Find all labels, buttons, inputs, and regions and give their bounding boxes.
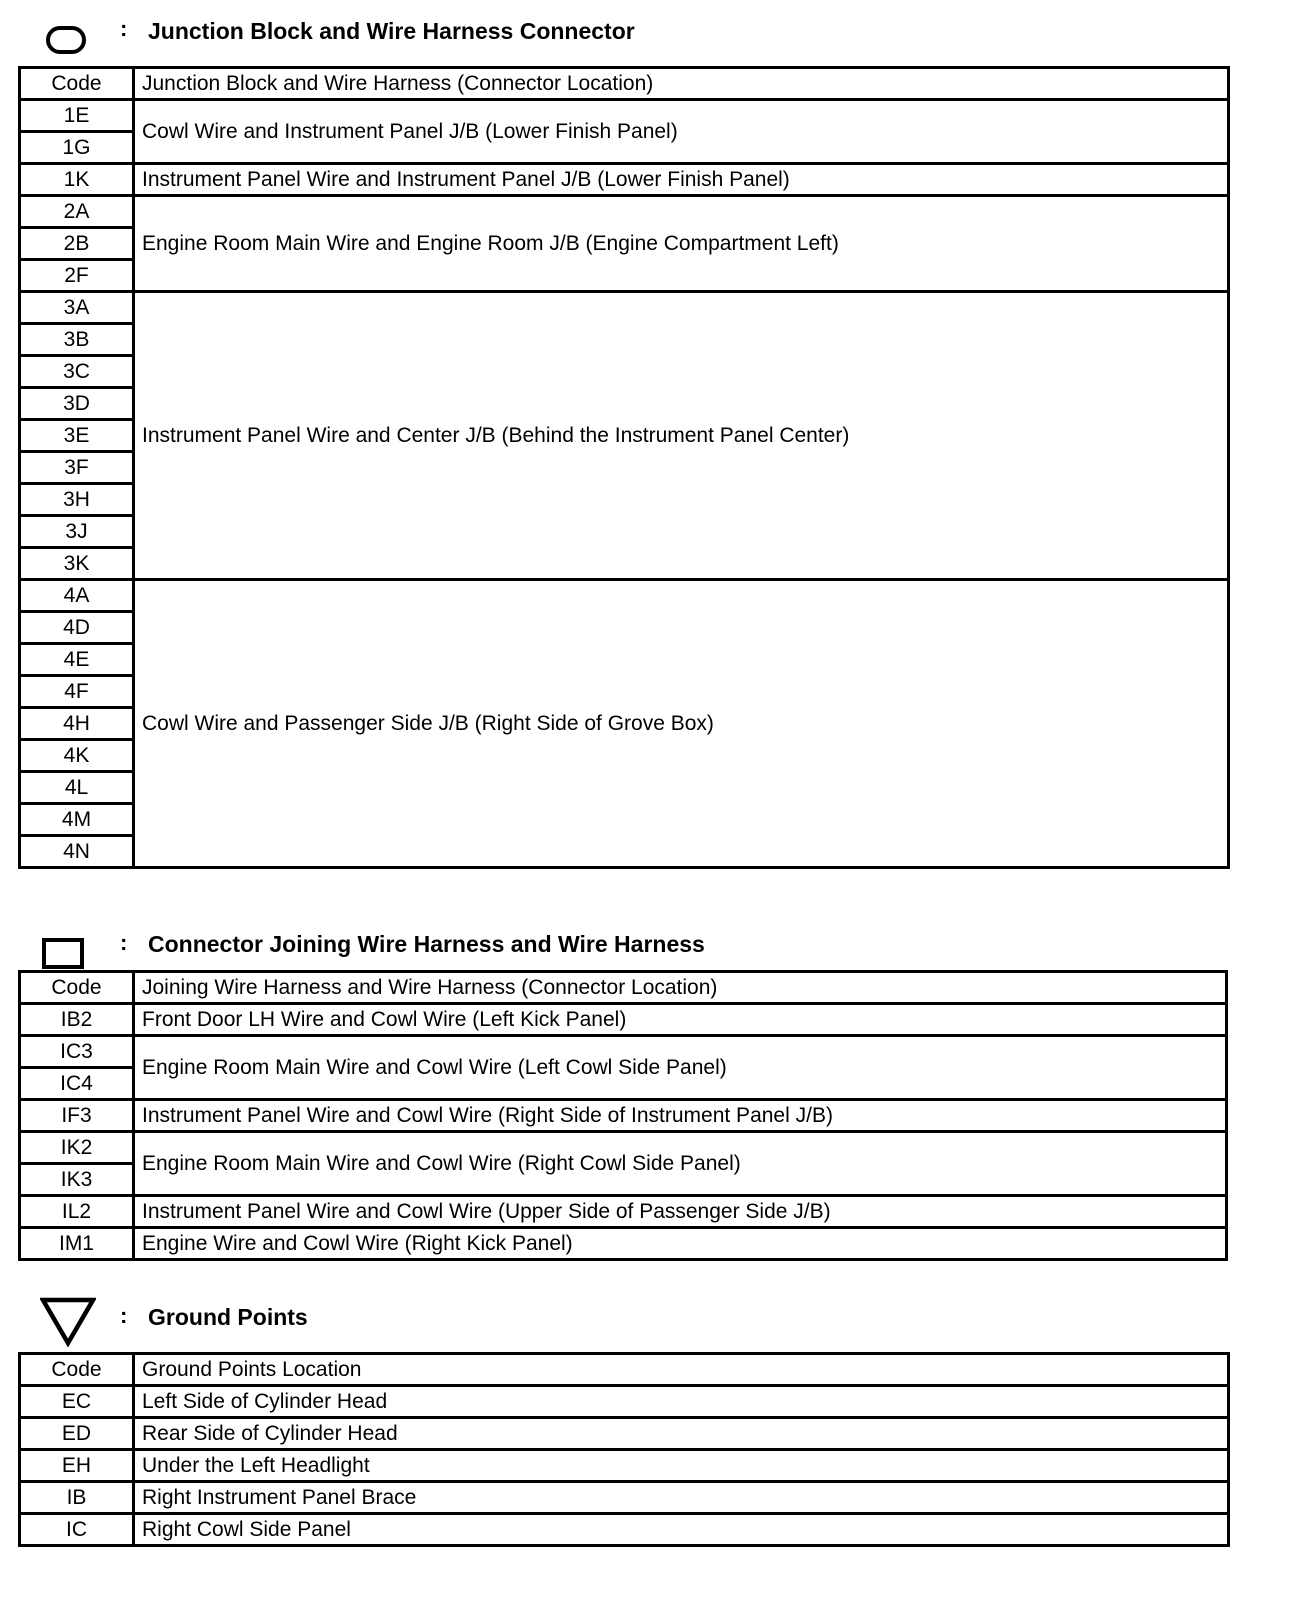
table-row [20, 1100, 1227, 1132]
connector-location: Engine Wire and Cowl Wire (Right Kick Panel) [134, 1228, 1227, 1260]
connector-location: Engine Room Main Wire and Cowl Wire (Left Cowl Side Panel) [134, 1036, 1227, 1100]
connector-location: Under the Left Headlight [134, 1450, 1229, 1482]
connector-code: 4F [20, 676, 134, 708]
table-row [20, 292, 1229, 324]
connector-code: 2B [20, 228, 134, 260]
connector-code: 3F [20, 452, 134, 484]
rectangle-icon [42, 938, 84, 969]
connector-code: IK2 [20, 1132, 134, 1164]
column-header-code: Code [20, 972, 134, 1004]
connector-code: 3E [20, 420, 134, 452]
connector-code: 3C [20, 356, 134, 388]
junction-block-section-header [0, 10, 1312, 60]
column-header-location: Joining Wire Harness and Wire Harness (Connector Location) [134, 972, 1227, 1004]
section-title: Ground Points [148, 1304, 308, 1330]
connector-location: Cowl Wire and Passenger Side J/B (Right Side of Grove Box) [134, 580, 1229, 868]
connector-location: Left Side of Cylinder Head [134, 1386, 1229, 1418]
connector-code: 4L [20, 772, 134, 804]
colon: : [120, 1303, 128, 1328]
table-row [20, 1418, 1229, 1450]
connector-code: IC3 [20, 1036, 134, 1068]
table-row [20, 1482, 1229, 1514]
connector-code: 4M [20, 804, 134, 836]
table-row [20, 1036, 1227, 1068]
table-header-row [20, 68, 1229, 100]
column-header-code: Code [20, 1354, 134, 1386]
connector-code: 3B [20, 324, 134, 356]
colon: : [120, 16, 128, 41]
connector-code: 1K [20, 164, 134, 196]
connector-code: ED [20, 1418, 134, 1450]
table-row [20, 1450, 1229, 1482]
connector-code: 3K [20, 548, 134, 580]
table-row [20, 580, 1229, 612]
connector-code: 3H [20, 484, 134, 516]
connector-code: IM1 [20, 1228, 134, 1260]
table-header-row [20, 1354, 1229, 1386]
column-header-location: Junction Block and Wire Harness (Connector Location) [134, 68, 1229, 100]
connector-code: EC [20, 1386, 134, 1418]
connector-location: Rear Side of Cylinder Head [134, 1418, 1229, 1450]
connector-code: 4A [20, 580, 134, 612]
connector-location: Instrument Panel Wire and Instrument Panel J/B (Lower Finish Panel) [134, 164, 1229, 196]
connector-location: Cowl Wire and Instrument Panel J/B (Lower Finish Panel) [134, 100, 1229, 164]
table-row [20, 1514, 1229, 1546]
connector-code: 4K [20, 740, 134, 772]
connector-code: 1E [20, 100, 134, 132]
table-row [20, 1228, 1227, 1260]
ground-points-table [18, 1352, 1230, 1547]
colon: : [120, 930, 128, 955]
connector-code: IC4 [20, 1068, 134, 1100]
connector-code: 2A [20, 196, 134, 228]
connector-code: 1G [20, 132, 134, 164]
connector-code: IL2 [20, 1196, 134, 1228]
table-header-row [20, 972, 1227, 1004]
table-row [20, 1132, 1227, 1164]
connector-location: Right Instrument Panel Brace [134, 1482, 1229, 1514]
connector-location: Instrument Panel Wire and Center J/B (Behind the Instrument Panel Center) [134, 292, 1229, 580]
connector-location: Front Door LH Wire and Cowl Wire (Left Kick Panel) [134, 1004, 1227, 1036]
connector-location: Engine Room Main Wire and Cowl Wire (Right Cowl Side Panel) [134, 1132, 1227, 1196]
connector-joining-table [18, 970, 1228, 1261]
connector-code: 2F [20, 260, 134, 292]
table-row [20, 1004, 1227, 1036]
connector-location: Instrument Panel Wire and Cowl Wire (Right Side of Instrument Panel J/B) [134, 1100, 1227, 1132]
column-header-code: Code [20, 68, 134, 100]
connector-code: IK3 [20, 1164, 134, 1196]
connector-location: Right Cowl Side Panel [134, 1514, 1229, 1546]
connector-code: IC [20, 1514, 134, 1546]
table-row [20, 196, 1229, 228]
connector-code: EH [20, 1450, 134, 1482]
connector-code: 4N [20, 836, 134, 868]
triangle-icon [40, 1296, 96, 1348]
table-row [20, 1386, 1229, 1418]
table-row [20, 1196, 1227, 1228]
connector-location: Engine Room Main Wire and Engine Room J/B (Engine Compartment Left) [134, 196, 1229, 292]
connector-code: IB2 [20, 1004, 134, 1036]
connector-code: 3A [20, 292, 134, 324]
junction-block-table [18, 66, 1230, 869]
connector-code: 3D [20, 388, 134, 420]
connector-code: 4H [20, 708, 134, 740]
table-row [20, 164, 1229, 196]
connector-code: IB [20, 1482, 134, 1514]
section-title: Junction Block and Wire Harness Connector [148, 18, 635, 44]
connector-code: IF3 [20, 1100, 134, 1132]
oval-icon [46, 26, 86, 54]
connector-code: 4D [20, 612, 134, 644]
column-header-location: Ground Points Location [134, 1354, 1229, 1386]
section-title: Connector Joining Wire Harness and Wire Harness [148, 931, 705, 957]
table-row [20, 100, 1229, 132]
connector-code: 3J [20, 516, 134, 548]
ground-points-section-header [0, 1296, 1312, 1346]
connector-code: 4E [20, 644, 134, 676]
connector-location: Instrument Panel Wire and Cowl Wire (Upper Side of Passenger Side J/B) [134, 1196, 1227, 1228]
